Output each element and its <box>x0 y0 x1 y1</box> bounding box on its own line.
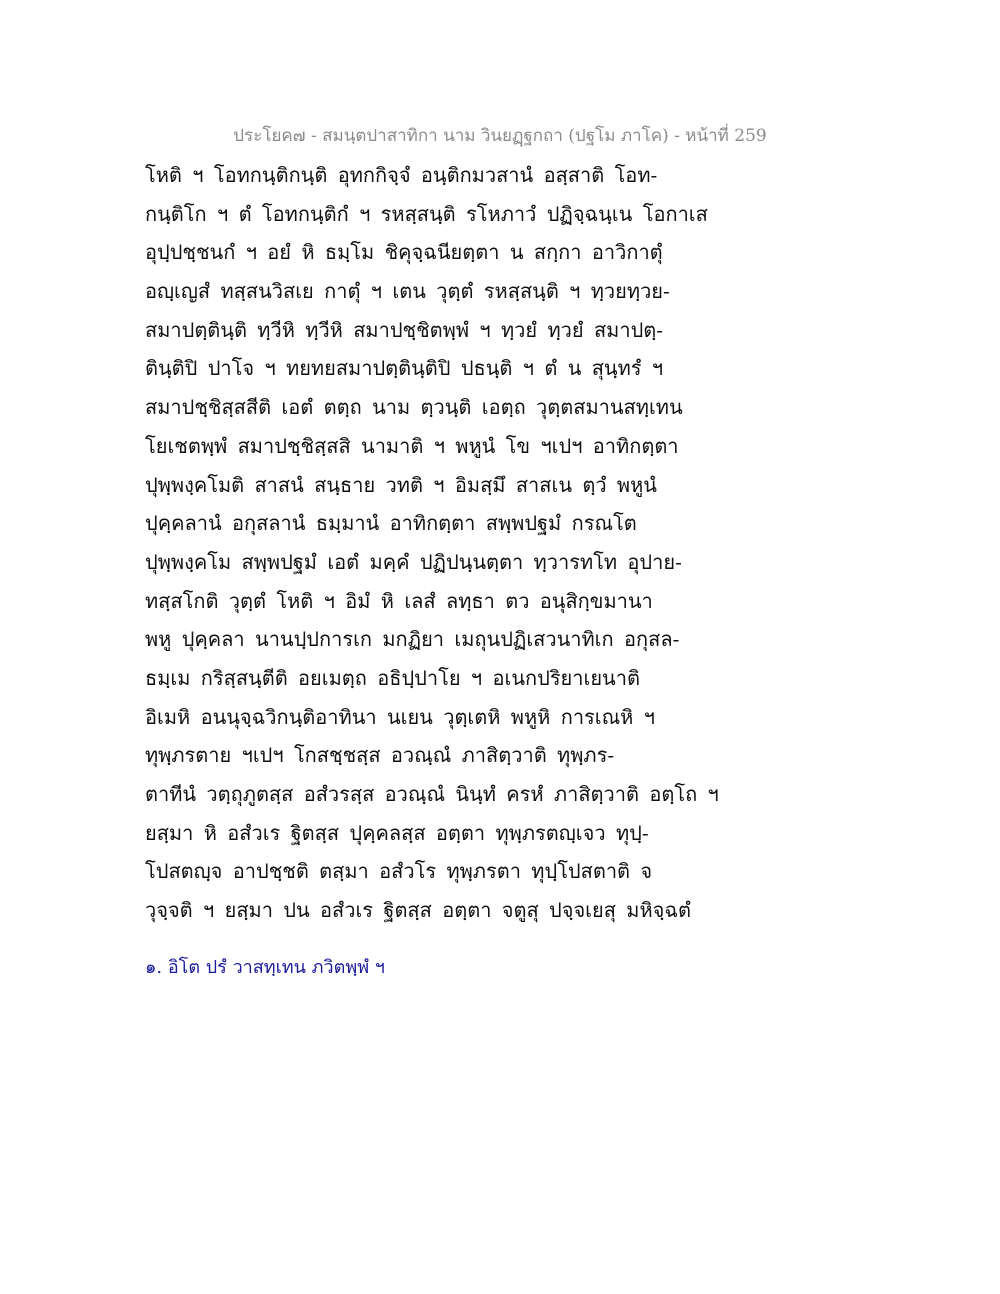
text-line: กนฺติโก ฯ ตํ โอทกนฺติกํ ฯ รหสฺสนฺติ รโหภาวํ ปฏิจฺฉนฺเน โอกาเส <box>145 201 708 226</box>
text-line: โยเชตพฺพํ สมาปชฺชิสฺสสิ นามาติ ฯ พหูนํ โข ฯเปฯ อาทิกตฺตา <box>145 433 679 458</box>
text-line: ปุพฺพงฺคโม สพฺพปฐมํ เอตํ มคฺคํ ปฏิปนฺนตฺตา ทฺวารทโท อุปาย- <box>145 549 682 574</box>
text-line: อญฺเญสํ ทสฺสนวิสเย กาตุํ ฯ เตน วุตฺตํ รหสฺสนฺติ ฯ ทฺวยทฺวย- <box>145 279 670 304</box>
text-line: ปุคฺคลานํ อกุสลานํ ธมฺมานํ อาทิกตฺตา สพฺพปฐมํ กรณโต <box>145 511 637 536</box>
text-line: อิเมหิ อนนุจฺฉวิกนฺติอาทินา นเยน วุตฺเตหิ พหูหิ การเณหิ ฯ <box>145 704 655 729</box>
text-line: พหู ปุคฺคลา นานปฺปการเก มกฏิยา เมถุนปฏิเสวนาทิเก อกุสล- <box>145 627 680 652</box>
text-line: อุปฺปชฺชนกํ ฯ อยํ หิ ธมฺโม ชิคุจฺฉนียตฺตา น สกฺกา อาวิกาตุํ <box>145 240 663 265</box>
text-line: ทสฺสโกติ วุตฺตํ โหติ ฯ อิมํ หิ เลสํ ลทฺธา ตว อนุสิกฺขมานา <box>145 588 653 613</box>
text-line: โปสตญฺจ อาปชฺชติ ตสฺมา อสํวโร ทุพฺภรตา ทุปฺโปสตาติ จ <box>145 859 653 884</box>
footnote: ๑. อิโต ปรํ วาสทฺเทน ภวิตพฺพํ ฯ <box>145 957 385 978</box>
text-line: สมาปตฺตินฺติ ทฺวีหิ ทฺวีหิ สมาปชฺชิตพฺพํ ฯ ทฺวยํ ทฺวยํ สมาปตฺ- <box>145 317 664 342</box>
text-line: วุจฺจติ ฯ ยสฺมา ปน อสํวเร ฐิตสฺส อตฺตา จตูสุ ปจฺจเยสุ มหิจฺฉตํ <box>145 898 691 923</box>
text-line: ปุพฺพงฺคโมติ สาสนํ สนฺธาย วทติ ฯ อิมสฺมึ สาสเน ตฺวํ พหูนํ <box>145 472 657 497</box>
text-line: ธมฺเม กริสฺสนฺตีติ อยเมตฺถ อธิปฺปาโย ฯ อเนกปริยาเยนาติ <box>145 665 640 690</box>
text-line: โหติ ฯ โอทกนฺติกนฺติ อุทกกิจฺจํ อนฺติกมวสานํ อสฺสาติ โอท- <box>145 163 658 187</box>
body-text <box>145 156 865 930</box>
text-line: ยสฺมา หิ อสํวเร ฐิตสฺส ปุคฺคลสฺส อตฺตา ทุพฺภรตญฺเจว ทุปฺ- <box>145 820 649 845</box>
text-line: ตินฺติปิ ปาโจ ฯ ทยทยสมาปตฺตินฺติปิ ปธนฺติ ฯ ตํ น สุนฺทรํ ฯ <box>145 356 664 381</box>
text-line: ตาทีนํ วตฺถุภูตสฺส อสํวรสฺส อวณฺณํ นินฺทํ ครหํ ภาสิตฺวาติ อตฺโถ ฯ <box>145 782 719 806</box>
text-line: ทุพฺภรตาย ฯเปฯ โกสชฺชสฺส อวณฺณํ ภาสิตฺวาติ ทุพฺภร- <box>145 743 615 768</box>
page-header: ประโยค๗ - สมนฺตปาสาทิกา นาม วินยฏฺฐกถา (ปฐโม ภาโค) - หน้าที่ 259 <box>233 126 767 146</box>
text-line: สมาปชฺชิสฺสสีติ เอตํ ตตฺถ นาม ตฺวนฺติ เอตฺถ วุตฺตสมานสทฺเทน <box>145 395 683 420</box>
